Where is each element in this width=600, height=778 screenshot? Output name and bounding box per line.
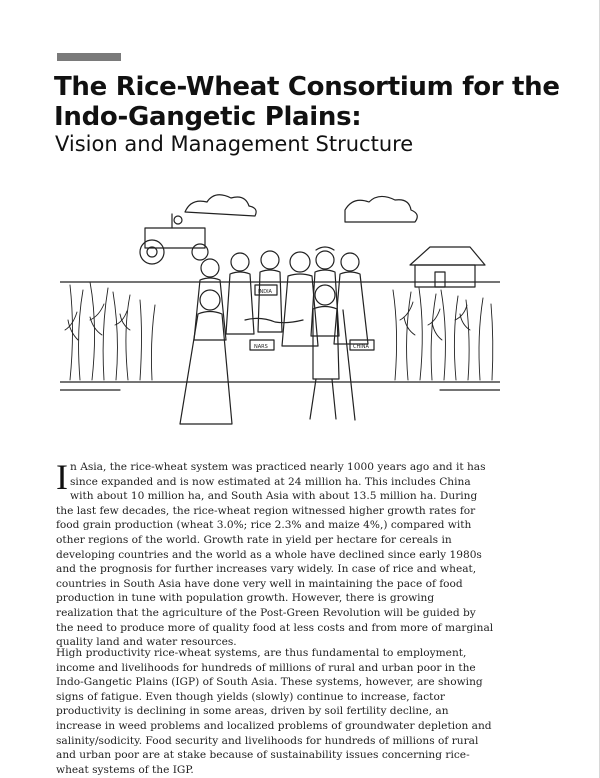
farmers-illustration [60, 190, 500, 445]
page-title: The Rice-Wheat Consortium for the Indo-Gangetic Plains: [54, 72, 560, 132]
sign-china-label: CHINA [353, 344, 369, 350]
paragraph-1-text: n Asia, the rice-wheat system was practiced nearly 1000 years ago and it has since expanded and is now estimated at 24 million ha. This includes China with about 10 million ha, and South Asia with about 13.5 million ha. During the last few decades, the rice-wheat region witnessed higher growth rates for food grain production (wheat 3.0%; rice 2.3% and maize 4%,) compared with other regions of the world. Growth rate in yield per hectare for cereals in developing countries and the world as a whole have declined since early 1980s and the prognosis for further increases vary widely. In case of rice and wheat, countries in South Asia have done very well in maintaining the pace of food production in tune with population growth. However, there is growing realization that the agriculture of the Post-Green Revolution will be guided by the need to produce more of quality food at less costs and from more of marginal quality land and water resources. [56, 461, 494, 649]
body-paragraph-2: High productivity rice-wheat systems, are thus fundamental to employment, income and livelihoods for hundreds of millions of rural and urban poor in the Indo-Gangetic Plains (IGP) of South Asia. These systems, however, are showing signs of fatigue. Even though yields (slowly) continue to increase, factor productivity is declining in some areas, driven by soil fertility decline, an increase in weed problems and localized problems of groundwater depletion and salinity/sodicity. Food security and livelihoods for hundreds of millions of rural and urban poor are at stake because of sustainability issues concerning rice-wheat systems of the IGP. [56, 647, 492, 776]
sign-nars-label: NARS [254, 344, 268, 350]
tractor-icon [140, 214, 208, 264]
section-tag-bar [57, 53, 121, 61]
crops-left [65, 282, 155, 380]
group-of-people [180, 247, 368, 424]
page-subtitle: Vision and Management Structure [55, 132, 414, 156]
field-bund [60, 382, 500, 390]
sign-india-label: INDIA [258, 289, 272, 295]
house-icon [410, 247, 485, 287]
cloud-right [345, 196, 417, 222]
crops-right [393, 288, 493, 380]
drop-cap: I [56, 457, 68, 497]
body-paragraph-1 [56, 457, 494, 650]
cloud-left [185, 195, 256, 216]
